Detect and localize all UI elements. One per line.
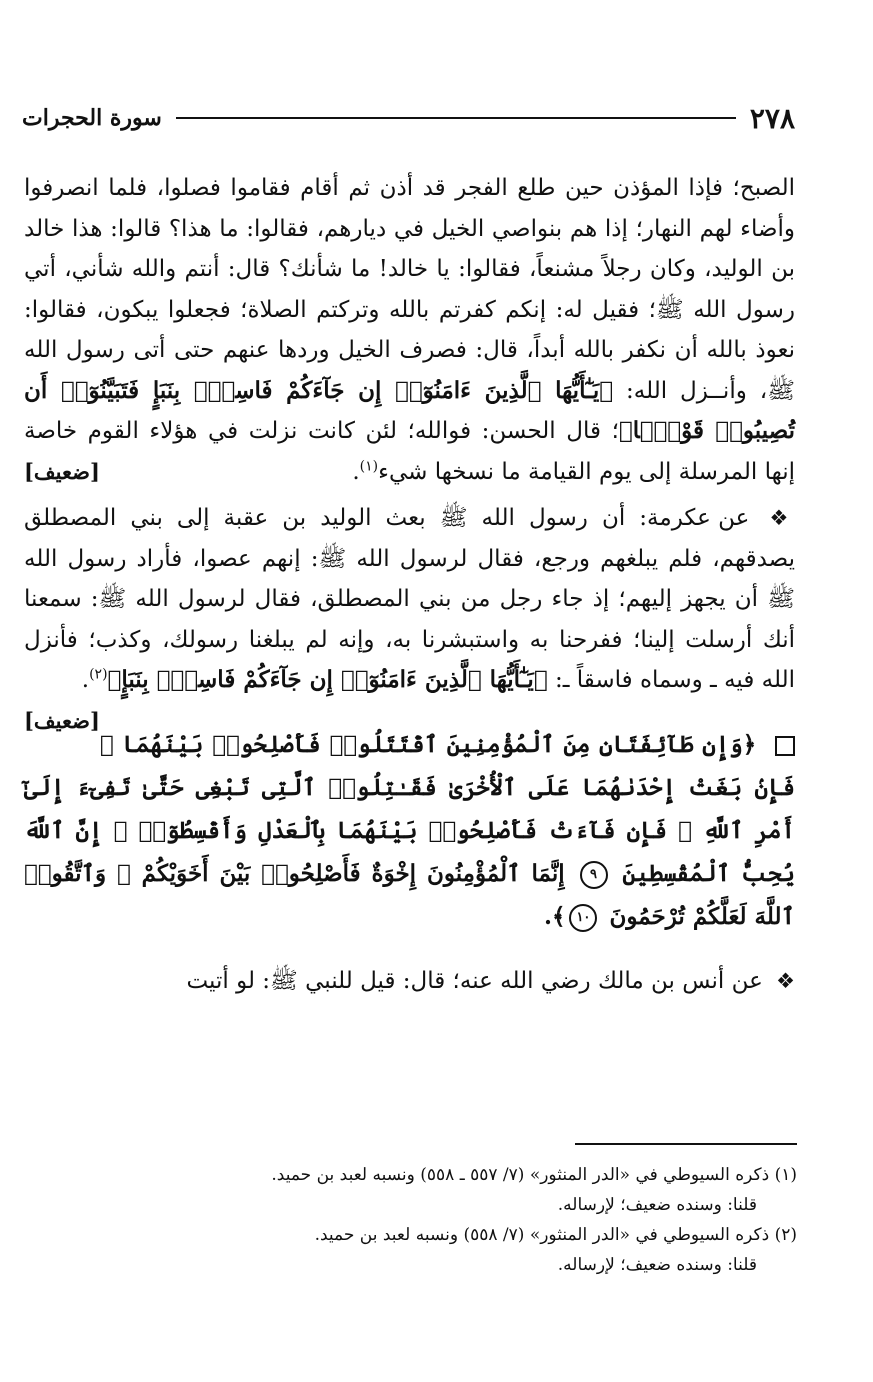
footnote-1-note: قلنا: وسنده ضعيف؛ لإرساله. <box>557 1195 757 1215</box>
quran-quote: ﴿يَـٰٓأَيُّهَا ٱلَّذِينَ ءَامَنُوٓا۟ إِن جَآءَكُمْ فَاسِقٌۢ بِنَبَإٍ﴾ <box>107 666 548 693</box>
square-marker-icon <box>775 736 795 756</box>
page-number: ٢٧٨ <box>749 101 795 135</box>
verse-text: إِنَّمَا ٱلْمُؤْمِنُونَ إِخْوَةٌ فَأَصْلِحُوا۟ بَيْنَ أَخَوَيْكُمْ ۚ وَٱتَّقُوا۟ ٱللَّهَ لَعَلَّكُمْ تُرْحَمُونَ <box>24 859 795 930</box>
narration-text: عن أنس بن مالك رضي الله عنه؛ قال: قيل للنبي ﷺ: لو أتيت <box>186 967 763 994</box>
sentence-end: . <box>352 458 360 485</box>
sentence-end: . <box>81 667 90 693</box>
grade-label: [ضعيف] <box>24 458 100 484</box>
header-rule <box>176 117 736 119</box>
page-header <box>22 98 795 138</box>
footnote-2-note: قلنا: وسنده ضعيف؛ لإرساله. <box>557 1255 757 1275</box>
footnote-2: (٢) ذكره السيوطي في «الدر المنثور» (٧/ ٥٥٨) ونسبه لعبد بن حميد. <box>314 1225 797 1245</box>
verse-text: ﴿وَإِن طَآئِفَتَانِ مِنَ ٱلْمُؤْمِنِينَ ٱقْتَتَلُوا۟ فَأَصْلِحُوا۟ بَيْنَهُمَا ۖ فَإِنۢ بَغَتْ إِحْدَىٰهُمَا عَلَى ٱلْأُخْرَىٰ فَقَـٰتِلُوا۟ ٱلَّتِى تَبْغِى حَتَّىٰ تَفِىٓءَ إِلَىٰٓ أَمْرِ ٱللَّهِ ۚ فَإِن فَآءَتْ فَأَصْلِحُوا۟ بَيْنَهُمَا بِٱلْعَدْلِ وَأَقْسِطُوٓا۟ ۖ إِنَّ ٱللَّهَ يُحِبُّ ٱلْمُقْسِطِينَ <box>24 730 796 887</box>
ayah-number-10: ١٠ <box>569 904 597 932</box>
page-body <box>24 168 795 1001</box>
quran-verse-block <box>24 723 795 938</box>
narration-text: عن عكرمة: أن رسول الله ﷺ بعث الوليد بن عقبة إلى بني المصطلق يصدقهم، فلم يبلغهم ورجع، فقال لرسول الله ﷺ: إنهم عصوا، فأراد رسول الله ﷺ أن يجهز إليهم؛ إذ جاء رجل من بني المصطلق، فقال لرسول الله ﷺ: سمعنا أنك أرسلت إلينا؛ ففرحنا به واستبشرنا به، وإنه لم يبلغنا رسولك، وكذب؛ فأنزل الله فيه ـ وسماه فاسقاً ـ: <box>24 505 795 693</box>
footnotes <box>60 1160 797 1280</box>
narration-text: الصبح؛ فإذا المؤذن حين طلع الفجر قد أذن ثم أقام فقاموا فصلوا، فلما انصرفوا وأضاء لهم النهار؛ إذا هم بنواصي الخيل في ديارهم، فقالوا: ما هذا؟ قالوا: هذا خالد بن الوليد، وكان رجلاً مشنعاً، فقالوا: يا خالد! ما شأنك؟ قال: أنتم والله شأني، أتي رسول الله ﷺ؛ فقيل له: إنكم كفرتم بالله وتركتم الصلاة؛ فجعلوا يبكون، فقالوا: نعوذ بالله أن نكفر بالله أبداً، قال: فصرف الخيل وردها عنهم حتى أتى رسول الله ﷺ، وأنــزل الله: <box>24 175 795 404</box>
grade-label: [ضعيف] <box>24 707 100 733</box>
footnote-rule <box>575 1143 797 1145</box>
narration-paragraph-1 <box>24 168 795 492</box>
narration-paragraph-3 <box>24 961 795 1002</box>
narration-paragraph-2 <box>24 498 796 733</box>
ayah-number-9: ٩ <box>580 861 608 889</box>
surah-title: سورة الحجرات <box>22 105 162 131</box>
footnote-1: (١) ذكره السيوطي في «الدر المنثور» (٧/ ٥٥٧ ـ ٥٥٨) ونسبه لعبد بن حميد. <box>271 1165 797 1185</box>
quran-quote: ﴿يَـٰٓأَيُّهَا ٱلَّذِينَ ءَامَنُوٓا۟ إِن جَآءَكُمْ فَاسِقٌۢ بِنَبَإٍ فَتَبَيَّنُوٓا۟ أَن تُصِيبُوا۟ قَوْمًۢا﴾ <box>24 376 795 444</box>
bullet-icon: ❖ <box>769 506 796 530</box>
footnote-ref[interactable]: (١) <box>359 457 379 474</box>
bullet-icon: ❖ <box>776 968 795 993</box>
narration-text: ؛ قال الحسن: فوالله؛ لئن كانت نزلت في هؤلاء القوم خاصة إنها المرسلة إلى يوم القيامة ما نسخها شيء <box>24 418 795 485</box>
verse-close: ﴾. <box>543 902 566 930</box>
footnote-ref[interactable]: (٢) <box>89 666 108 683</box>
